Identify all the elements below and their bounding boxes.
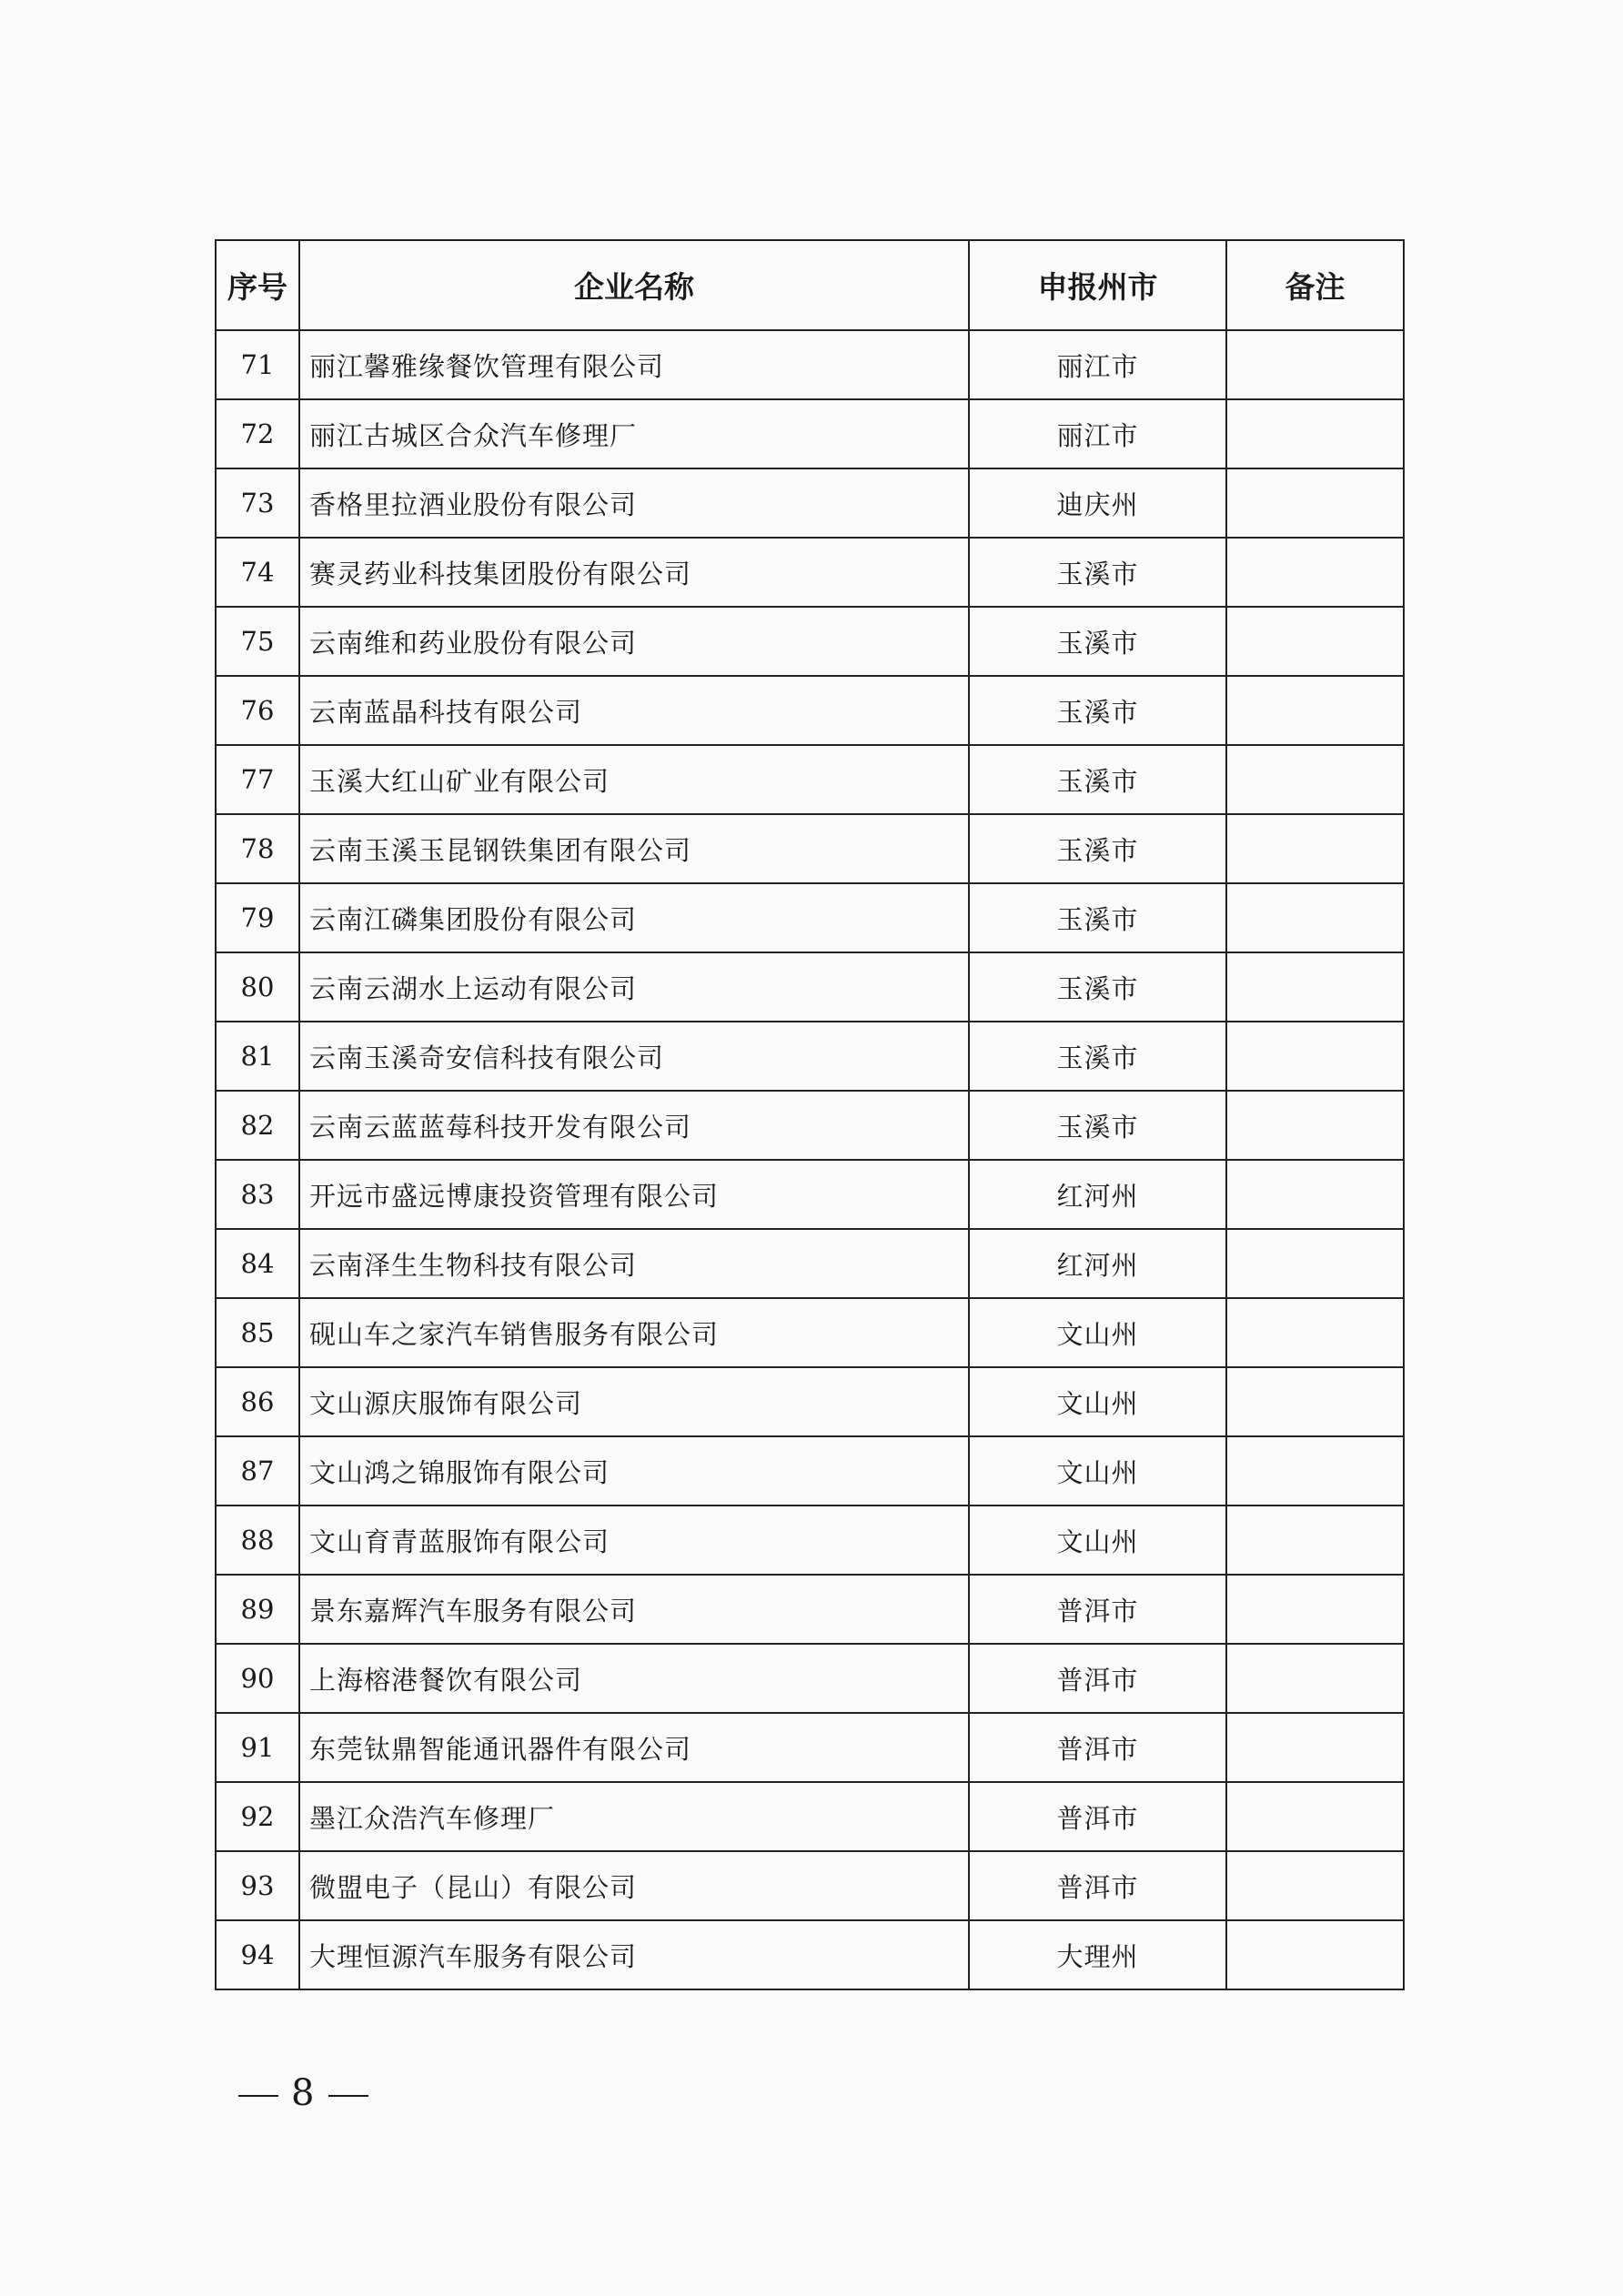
cell-enterprise-name: 文山鸿之锦服饰有限公司	[299, 1436, 969, 1505]
cell-serial-number: 89	[216, 1575, 299, 1644]
cell-enterprise-name: 丽江古城区合众汽车修理厂	[299, 399, 969, 468]
cell-remarks	[1226, 1782, 1404, 1851]
table-row	[216, 1505, 1404, 1575]
cell-serial-number: 91	[216, 1713, 299, 1782]
cell-enterprise-name: 墨江众浩汽车修理厂	[299, 1782, 969, 1851]
table-row	[216, 1436, 1404, 1505]
cell-serial-number: 92	[216, 1782, 299, 1851]
cell-serial-number: 79	[216, 883, 299, 952]
cell-enterprise-name: 开远市盛远博康投资管理有限公司	[299, 1160, 969, 1229]
cell-city: 玉溪市	[969, 1022, 1226, 1091]
table-row	[216, 883, 1404, 952]
cell-remarks	[1226, 468, 1404, 538]
table-row	[216, 468, 1404, 538]
table-row	[216, 1851, 1404, 1920]
cell-serial-number: 76	[216, 676, 299, 745]
cell-serial-number: 90	[216, 1644, 299, 1713]
cell-city: 玉溪市	[969, 1091, 1226, 1160]
cell-serial-number: 93	[216, 1851, 299, 1920]
cell-serial-number: 71	[216, 330, 299, 399]
cell-city: 玉溪市	[969, 952, 1226, 1022]
cell-remarks	[1226, 814, 1404, 883]
table-row	[216, 607, 1404, 676]
header-city: 申报州市	[969, 240, 1226, 330]
cell-serial-number: 73	[216, 468, 299, 538]
cell-remarks	[1226, 399, 1404, 468]
table-row	[216, 1022, 1404, 1091]
cell-serial-number: 94	[216, 1920, 299, 1989]
cell-city: 丽江市	[969, 399, 1226, 468]
cell-city: 玉溪市	[969, 538, 1226, 607]
table-header	[216, 240, 1404, 330]
cell-remarks	[1226, 1575, 1404, 1644]
cell-city: 红河州	[969, 1160, 1226, 1229]
table-row	[216, 1091, 1404, 1160]
cell-city: 文山州	[969, 1298, 1226, 1367]
cell-remarks	[1226, 1436, 1404, 1505]
table-row	[216, 1367, 1404, 1436]
cell-remarks	[1226, 883, 1404, 952]
cell-enterprise-name: 景东嘉辉汽车服务有限公司	[299, 1575, 969, 1644]
cell-remarks	[1226, 1851, 1404, 1920]
table-row	[216, 676, 1404, 745]
cell-city: 文山州	[969, 1367, 1226, 1436]
cell-remarks	[1226, 1713, 1404, 1782]
header-serial-number: 序号	[216, 240, 299, 330]
cell-serial-number: 77	[216, 745, 299, 814]
cell-city: 普洱市	[969, 1644, 1226, 1713]
cell-serial-number: 80	[216, 952, 299, 1022]
table-row	[216, 1713, 1404, 1782]
table-row	[216, 814, 1404, 883]
cell-city: 丽江市	[969, 330, 1226, 399]
cell-city: 普洱市	[969, 1851, 1226, 1920]
cell-remarks	[1226, 1160, 1404, 1229]
page-number-text: 8	[291, 2072, 317, 2114]
cell-city: 玉溪市	[969, 814, 1226, 883]
table-row	[216, 1782, 1404, 1851]
table-row	[216, 399, 1404, 468]
cell-enterprise-name: 文山育青蓝服饰有限公司	[299, 1505, 969, 1575]
dash-left	[238, 2095, 278, 2097]
cell-enterprise-name: 微盟电子（昆山）有限公司	[299, 1851, 969, 1920]
cell-city: 普洱市	[969, 1575, 1226, 1644]
cell-city: 普洱市	[969, 1782, 1226, 1851]
cell-serial-number: 72	[216, 399, 299, 468]
cell-city: 红河州	[969, 1229, 1226, 1298]
cell-serial-number: 81	[216, 1022, 299, 1091]
cell-remarks	[1226, 330, 1404, 399]
cell-enterprise-name: 云南泽生生物科技有限公司	[299, 1229, 969, 1298]
cell-remarks	[1226, 1505, 1404, 1575]
enterprise-table	[215, 239, 1405, 1990]
cell-remarks	[1226, 1920, 1404, 1989]
cell-enterprise-name: 丽江馨雅缘餐饮管理有限公司	[299, 330, 969, 399]
cell-enterprise-name: 东莞钛鼎智能通讯器件有限公司	[299, 1713, 969, 1782]
cell-serial-number: 83	[216, 1160, 299, 1229]
table-row	[216, 1920, 1404, 1989]
cell-enterprise-name: 大理恒源汽车服务有限公司	[299, 1920, 969, 1989]
cell-remarks	[1226, 1022, 1404, 1091]
cell-city: 玉溪市	[969, 676, 1226, 745]
page-number	[226, 2072, 381, 2114]
table-row	[216, 952, 1404, 1022]
cell-remarks	[1226, 1091, 1404, 1160]
cell-city: 玉溪市	[969, 883, 1226, 952]
cell-enterprise-name: 上海榕港餐饮有限公司	[299, 1644, 969, 1713]
cell-remarks	[1226, 538, 1404, 607]
cell-serial-number: 74	[216, 538, 299, 607]
cell-city: 大理州	[969, 1920, 1226, 1989]
table-row	[216, 330, 1404, 399]
cell-enterprise-name: 云南玉溪玉昆钢铁集团有限公司	[299, 814, 969, 883]
cell-enterprise-name: 云南玉溪奇安信科技有限公司	[299, 1022, 969, 1091]
cell-enterprise-name: 云南江磷集团股份有限公司	[299, 883, 969, 952]
dash-right	[328, 2095, 368, 2097]
table-row	[216, 1644, 1404, 1713]
cell-enterprise-name: 香格里拉酒业股份有限公司	[299, 468, 969, 538]
cell-enterprise-name: 赛灵药业科技集团股份有限公司	[299, 538, 969, 607]
cell-remarks	[1226, 952, 1404, 1022]
cell-city: 文山州	[969, 1436, 1226, 1505]
cell-enterprise-name: 云南维和药业股份有限公司	[299, 607, 969, 676]
table-row	[216, 1575, 1404, 1644]
cell-enterprise-name: 砚山车之家汽车销售服务有限公司	[299, 1298, 969, 1367]
cell-remarks	[1226, 1229, 1404, 1298]
cell-serial-number: 85	[216, 1298, 299, 1367]
cell-serial-number: 84	[216, 1229, 299, 1298]
cell-enterprise-name: 云南蓝晶科技有限公司	[299, 676, 969, 745]
cell-serial-number: 82	[216, 1091, 299, 1160]
cell-serial-number: 88	[216, 1505, 299, 1575]
cell-enterprise-name: 云南云蓝蓝莓科技开发有限公司	[299, 1091, 969, 1160]
cell-enterprise-name: 文山源庆服饰有限公司	[299, 1367, 969, 1436]
cell-city: 普洱市	[969, 1713, 1226, 1782]
cell-remarks	[1226, 607, 1404, 676]
table-row	[216, 538, 1404, 607]
cell-enterprise-name: 玉溪大红山矿业有限公司	[299, 745, 969, 814]
table-row	[216, 1229, 1404, 1298]
cell-remarks	[1226, 676, 1404, 745]
cell-city: 迪庆州	[969, 468, 1226, 538]
cell-serial-number: 75	[216, 607, 299, 676]
cell-serial-number: 87	[216, 1436, 299, 1505]
cell-city: 玉溪市	[969, 745, 1226, 814]
header-row	[216, 240, 1404, 330]
header-remarks: 备注	[1226, 240, 1404, 330]
cell-remarks	[1226, 1644, 1404, 1713]
cell-remarks	[1226, 1298, 1404, 1367]
cell-remarks	[1226, 745, 1404, 814]
cell-city: 玉溪市	[969, 607, 1226, 676]
cell-remarks	[1226, 1367, 1404, 1436]
cell-city: 文山州	[969, 1505, 1226, 1575]
header-enterprise-name: 企业名称	[299, 240, 969, 330]
cell-enterprise-name: 云南云湖水上运动有限公司	[299, 952, 969, 1022]
cell-serial-number: 86	[216, 1367, 299, 1436]
table-row	[216, 1160, 1404, 1229]
table-row	[216, 745, 1404, 814]
table-body	[216, 330, 1404, 1989]
cell-serial-number: 78	[216, 814, 299, 883]
table-row	[216, 1298, 1404, 1367]
